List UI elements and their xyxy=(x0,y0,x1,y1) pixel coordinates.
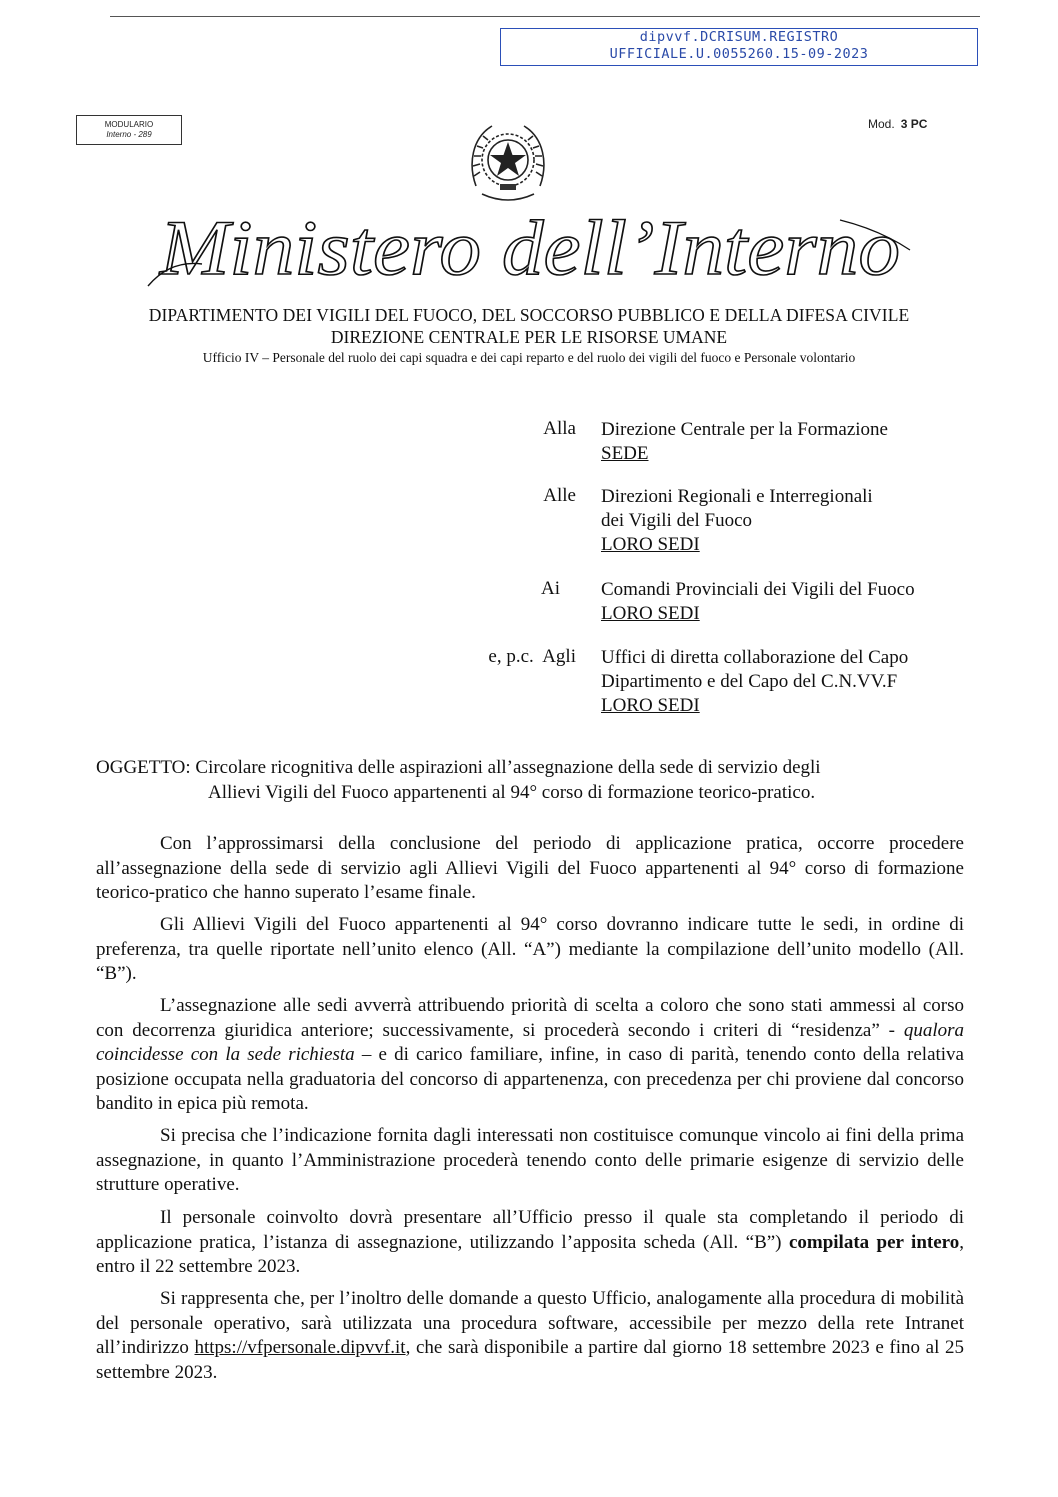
recipient-line: Direzioni Regionali e Interregionali xyxy=(601,486,873,507)
ministry-title xyxy=(140,190,920,300)
body-paragraph-1: Con l’approssimarsi della conclusione del periodo di applicazione pratica, occorre procedere all’assegnazione della sede di servizio agli Allievi Vigili del Fuoco appartenenti al 94° corso di formazione teorico-pratico che hanno superato l’esame finale. xyxy=(96,833,964,903)
office-name: Ufficio IV – Personale del ruolo dei capi squadra e dei capi reparto e del ruolo dei vigili del fuoco e Personale volontario xyxy=(202,350,856,365)
recipient-item xyxy=(601,578,915,626)
recipient-sede: SEDE xyxy=(601,443,649,464)
recipient-prefix: Alla xyxy=(543,418,576,439)
recipient-item xyxy=(601,646,908,718)
body-paragraph-6: Si rappresenta che, per l’inoltro delle domande a questo Ufficio, analogamente alla procedura di mobilità del personale operativo, sarà utilizzata una procedura software, accessibile per mezzo della rete Intranet all’indirizzo https://vfpersonale.dipvvf.it, che sarà disponibile a partire dal giorno 18 settembre 2023 e fino al 25 settembre 2023. xyxy=(96,1288,964,1383)
subject-block xyxy=(96,755,821,805)
recipient-item xyxy=(601,418,888,466)
modulario-number: Interno - 289 xyxy=(106,130,152,139)
modulario-label: MODULARIO xyxy=(104,120,154,129)
subject-label: OGGETTO: xyxy=(96,757,191,778)
subject-line-2: Allievi Vigili del Fuoco appartenenti al 94° corso di formazione teorico-pratico. xyxy=(208,782,816,803)
recipient-line: dei Vigili del Fuoco xyxy=(601,510,753,531)
subject-line-1: Circolare ricognitiva delle aspirazioni all’assegnazione della sede di servizio degli xyxy=(195,757,821,778)
department-name: DIPARTIMENTO DEI VIGILI DEL FUOCO, DEL SOCCORSO PUBBLICO E DELLA DIFESA CIVILE xyxy=(148,305,910,325)
protocol-line-1: dipvvf.DCRISUM.REGISTRO xyxy=(639,29,839,45)
modulario-box xyxy=(76,115,182,145)
intranet-link[interactable]: https://vfpersonale.dipvvf.it xyxy=(194,1337,406,1358)
body-paragraph-3: L’assegnazione alle sedi avverrà attribuendo priorità di scelta a coloro che sono stati ammessi al corso con decorrenza giuridica anteriore; successivamente, si procederà secondo i criteri di “residenza” - qualora coincidesse con la sede richiesta – e di carico familiare, infine, in caso di parità, tenendo conto della relativa posizione occupata nella graduatoria del concorso di appartenenza, con precedenza per chi proviene dal concorso bandito in epica più remota. xyxy=(96,995,964,1114)
recipient-item xyxy=(601,485,873,557)
model-value: 3 PC xyxy=(900,117,928,131)
body-paragraph-5: Il personale coinvolto dovrà presentare all’Ufficio presso il quale sta completando il periodo di applicazione pratica, l’istanza di assegnazione, utilizzando l’apposita scheda (All. “B”) compilata per intero, entro il 22 settembre 2023. xyxy=(96,1207,965,1277)
recipient-line: Direzione Centrale per la Formazione xyxy=(601,419,888,440)
directorate-name: DIREZIONE CENTRALE PER LE RISORSE UMANE xyxy=(330,327,728,347)
model-prefix: Mod. xyxy=(868,117,895,131)
italic-clause: qualora coincidesse con la sede richiesta xyxy=(96,1019,964,1065)
body-paragraph-4: Si precisa che l’indicazione fornita dagli interessati non costituisce comunque vincolo ai fini della prima assegnazione, in quanto l’Amministrazione procederà tenendo conto delle primarie esigenze di servizio delle strutture operative. xyxy=(96,1125,964,1195)
model-code xyxy=(868,117,927,131)
protocol-stamp xyxy=(500,28,978,66)
protocol-line-2: UFFICIALE.U.0055260.15-09-2023 xyxy=(609,46,869,62)
ministry-title-text: Ministero dell’Interno xyxy=(158,204,900,291)
recipient-line: Comandi Provinciali dei Vigili del Fuoco xyxy=(601,579,915,600)
recipient-sede: LORO SEDI xyxy=(601,695,700,716)
recipient-prefix: Ai xyxy=(541,578,560,599)
recipient-sede: LORO SEDI xyxy=(601,534,700,555)
top-rule xyxy=(110,16,980,17)
recipient-line: Uffici di diretta collaborazione del Capo xyxy=(601,647,909,668)
body-paragraph-2: Gli Allievi Vigili del Fuoco appartenenti al 94° corso dovranno indicare tutte le sedi, in ordine di preferenza, tra quelle riportate nell’unito elenco (All. “A”) mediante la compilazione dell’unito modello (All. “B”). xyxy=(96,914,964,984)
bold-clause: compilata per intero xyxy=(788,1231,960,1253)
recipient-line: Dipartimento e del Capo del C.N.VV.F xyxy=(601,671,898,692)
recipient-prefix: e, p.c. Agli xyxy=(488,646,576,667)
recipient-sede: LORO SEDI xyxy=(601,603,700,624)
recipient-prefix: Alle xyxy=(543,485,576,506)
